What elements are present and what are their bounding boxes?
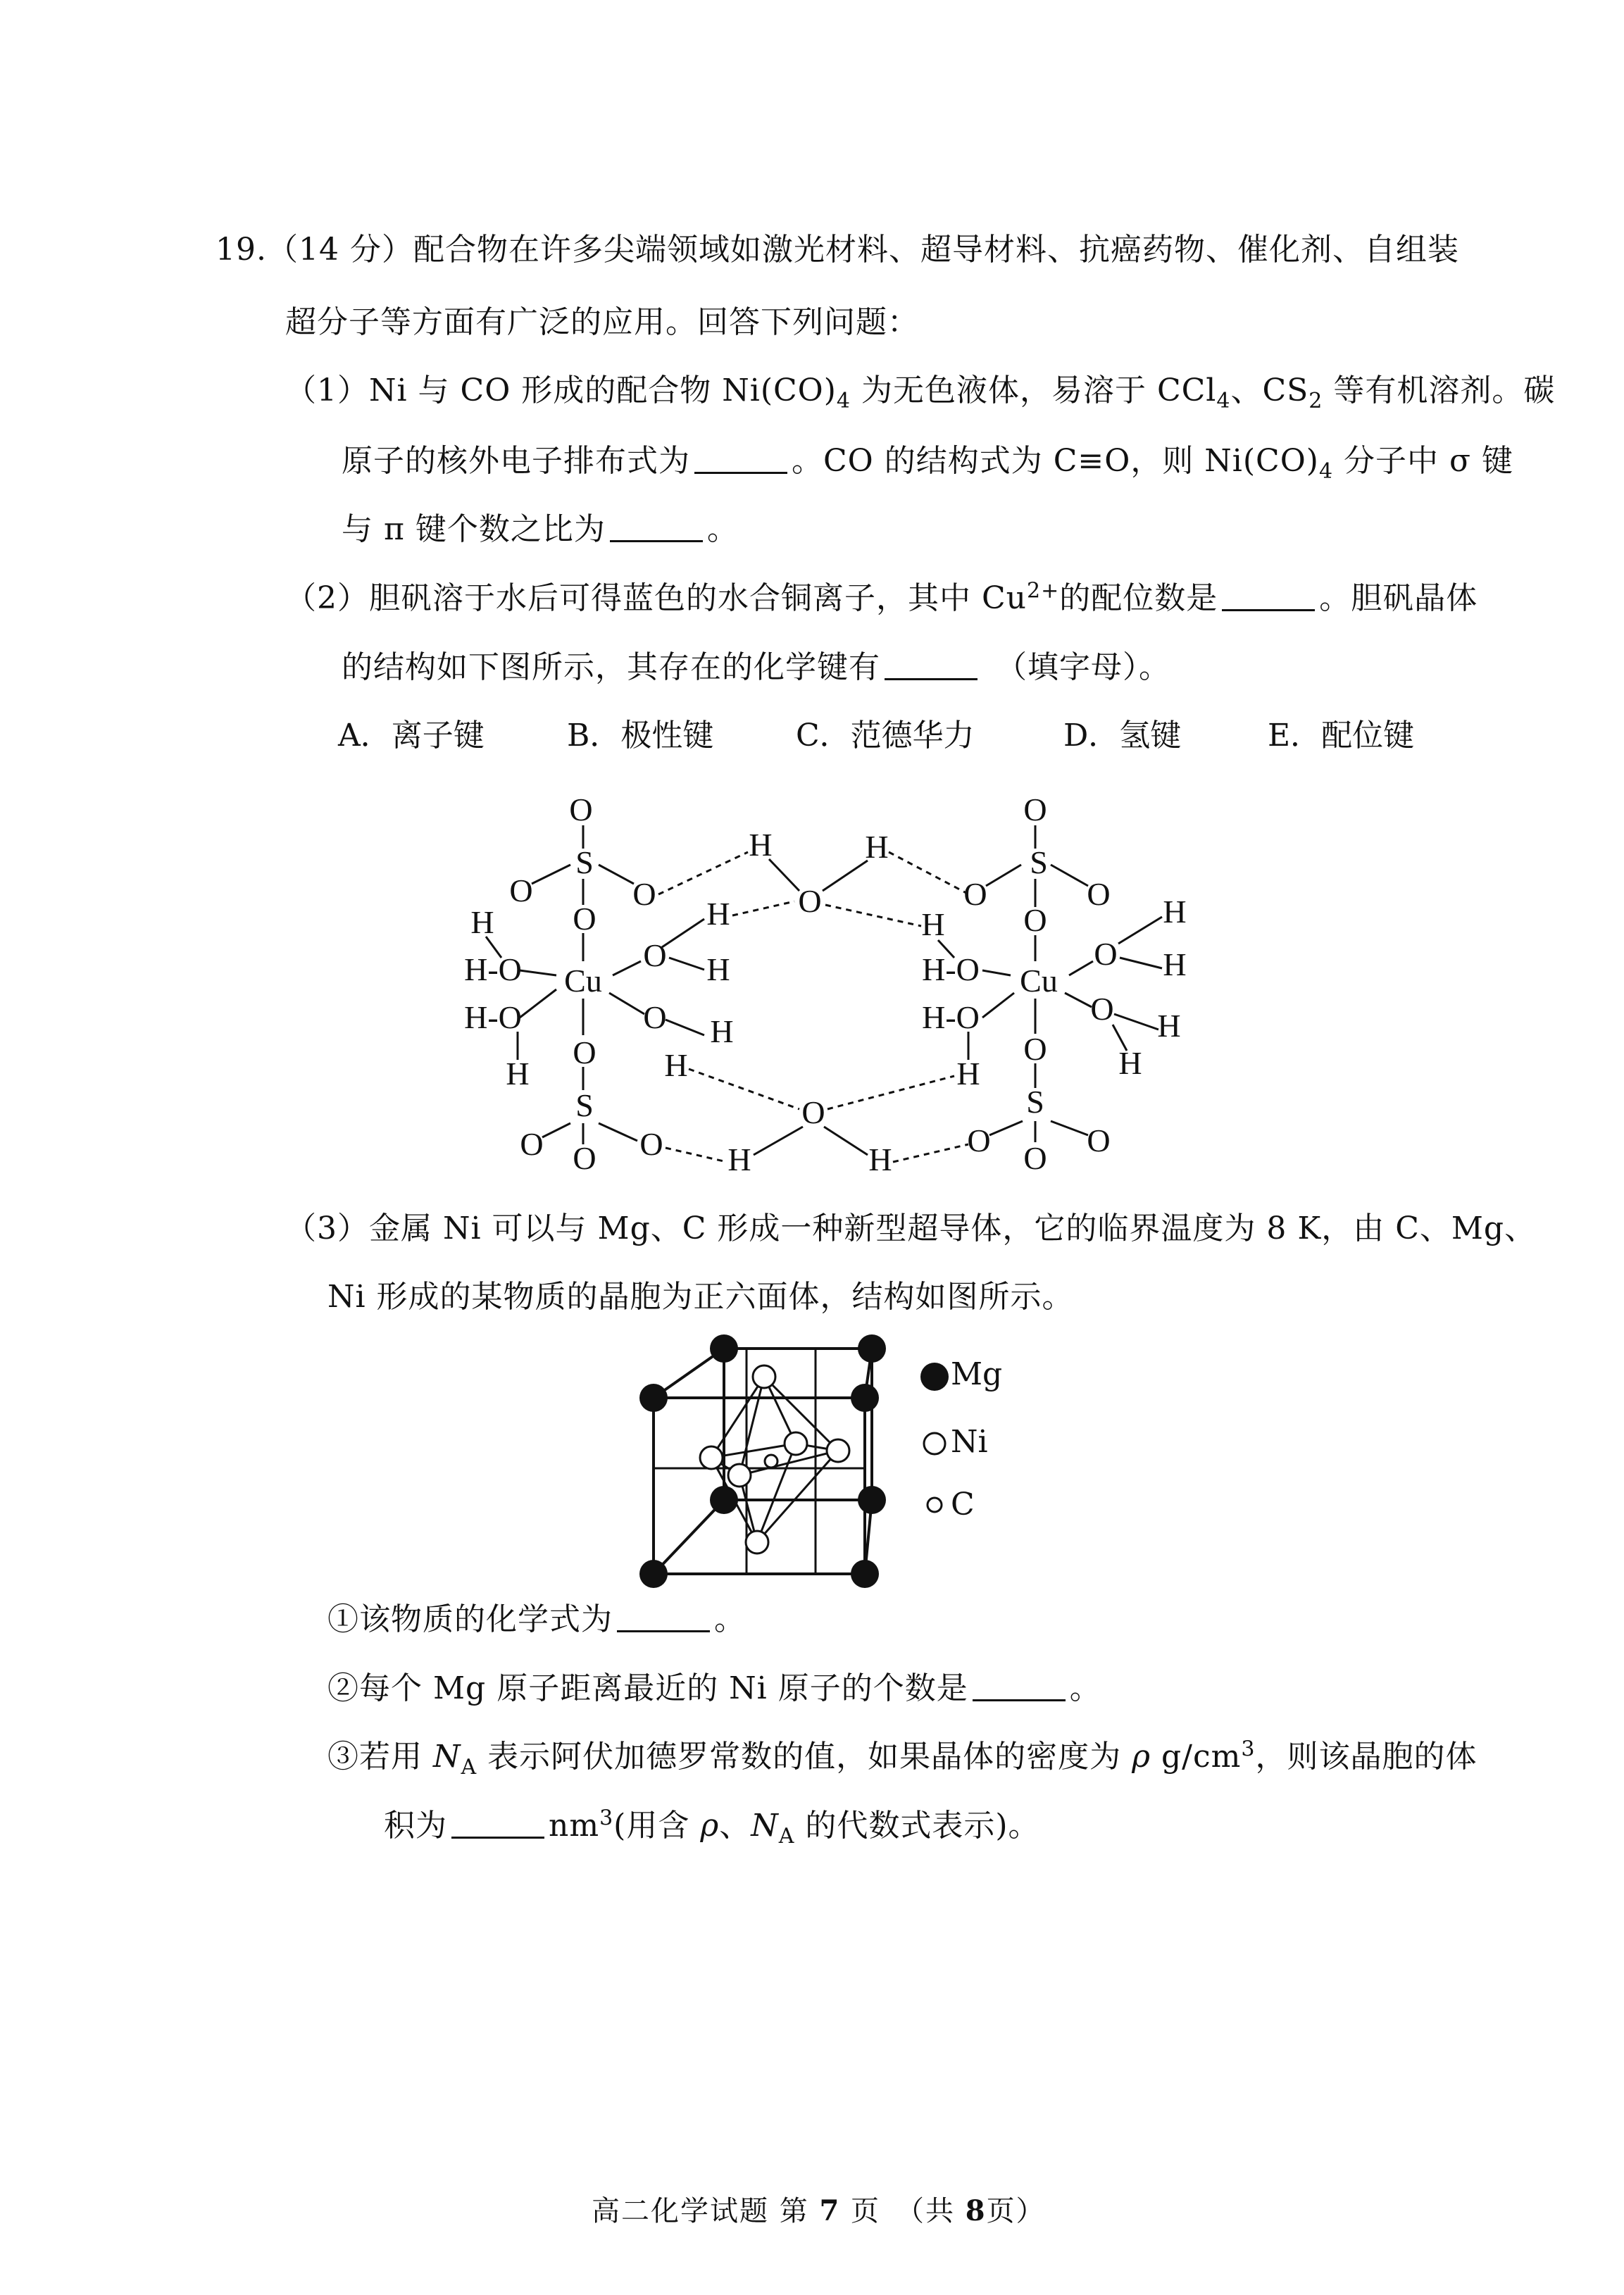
text: 等有机溶剂。碳 xyxy=(1323,373,1556,408)
atom-label: O xyxy=(632,876,656,912)
atom-label: O xyxy=(798,883,822,919)
atom-label: H xyxy=(1118,1045,1142,1081)
atom-label: O xyxy=(573,1140,596,1176)
text: 表示阿伏加德罗常数的值，如果晶体的密度为 xyxy=(477,1739,1132,1775)
atom-label: O xyxy=(1090,991,1114,1027)
atom-label: O xyxy=(967,1123,991,1158)
option-a: A．离子键 xyxy=(338,718,485,753)
text: N xyxy=(433,1739,461,1775)
legend-c: C xyxy=(951,1487,975,1522)
text: ρ xyxy=(1132,1739,1151,1775)
text: （填字母）。 xyxy=(996,649,1170,685)
atom-label: O xyxy=(573,901,596,937)
text: ③若用 xyxy=(327,1739,433,1775)
subq3-cont xyxy=(384,1805,1040,1847)
text: 的代数式表示)。 xyxy=(794,1808,1040,1844)
text: 。CO 的结构式为 C≡O，则 Ni(CO) xyxy=(792,443,1319,479)
subscript: A xyxy=(461,1754,477,1780)
atom-label: Cu xyxy=(564,963,602,999)
atom-label: H xyxy=(956,1056,980,1092)
atom-label: O xyxy=(1087,876,1111,912)
atom-label: O xyxy=(963,876,987,912)
atom-label: O xyxy=(643,937,667,973)
atom-label: H xyxy=(470,904,494,940)
atom-label: S xyxy=(1026,1084,1044,1120)
text: g/cm xyxy=(1151,1739,1242,1775)
option-e: E．配位键 xyxy=(1268,718,1415,753)
answer-blank[interactable] xyxy=(451,1808,544,1839)
option-c: C．范德华力 xyxy=(796,718,975,753)
atom-label: H xyxy=(865,829,889,865)
atom-label: S xyxy=(575,1087,594,1123)
subscript: 4 xyxy=(1318,458,1334,484)
atom-label: O xyxy=(520,1126,544,1162)
text: （2）胆矾溶于水后可得蓝色的水合铜离子，其中 Cu xyxy=(285,580,1027,616)
subq2 xyxy=(327,1668,1101,1710)
text: 的结构如下图所示，其存在的化学键有 xyxy=(342,649,880,685)
atom-label: H-O xyxy=(922,999,980,1035)
atom-label: H xyxy=(1157,1008,1181,1044)
legend-mg: Mg xyxy=(951,1356,1003,1392)
atom-label: O xyxy=(1094,936,1118,972)
text: 。 xyxy=(714,1601,746,1637)
part3-line1: （3）金属 Ni 可以与 Mg、C 形成一种新型超导体，它的临界温度为 8 K，由 C、Mg、 xyxy=(285,1211,1537,1246)
subscript: 2 xyxy=(1308,388,1323,413)
atom-label: O xyxy=(1023,1140,1047,1176)
legend-ni: Ni xyxy=(951,1424,988,1460)
atom-label: S xyxy=(1030,844,1048,880)
superscript: 2+ xyxy=(1026,578,1060,604)
atom-label: H xyxy=(921,906,945,942)
text: ①该物质的化学式为 xyxy=(327,1601,613,1637)
atom-label: O xyxy=(509,873,533,908)
part3-line2: Ni 形成的某物质的晶胞为正六面体，结构如图所示。 xyxy=(327,1279,1074,1315)
footer-text: 高二化学试题 第 xyxy=(592,2195,820,2227)
atom-label: O xyxy=(569,792,593,827)
atom-label: O xyxy=(1023,792,1047,827)
text: ρ xyxy=(700,1808,720,1844)
option-d: D．氢键 xyxy=(1063,718,1182,753)
atom-label: H xyxy=(710,1013,734,1049)
atom-label: S xyxy=(575,844,594,880)
text: ②每个 Mg 原子距离最近的 Ni 原子的个数是 xyxy=(327,1670,968,1706)
answer-blank[interactable] xyxy=(973,1671,1066,1701)
atom-label: H xyxy=(1163,946,1187,982)
atom-label: H xyxy=(664,1047,688,1083)
text: ，则该晶胞的体 xyxy=(1255,1739,1478,1775)
text: 、CS xyxy=(1230,373,1309,408)
subscript: 4 xyxy=(836,388,851,413)
option-b: B．极性键 xyxy=(567,718,714,753)
text: （1）Ni 与 CO 形成的配合物 Ni(CO) xyxy=(285,373,837,408)
atom-label: H xyxy=(506,1056,530,1092)
atom-label: H xyxy=(868,1142,892,1177)
subq3 xyxy=(327,1736,1477,1778)
atom-label: H-O xyxy=(464,951,522,987)
text: 积为 xyxy=(384,1808,447,1844)
text: 与 π 键个数之比为 xyxy=(342,511,606,547)
text: 。胆矾晶体 xyxy=(1319,580,1478,616)
atom-label: H-O xyxy=(922,951,980,987)
subscript: 4 xyxy=(1216,388,1231,413)
subq1 xyxy=(327,1599,746,1641)
atom-label: H xyxy=(749,827,773,863)
atom-label: H xyxy=(1163,894,1187,930)
atom-label: Cu xyxy=(1020,963,1058,999)
text: N xyxy=(751,1808,779,1844)
superscript: 3 xyxy=(1241,1737,1256,1762)
footer-text: 页 （共 xyxy=(840,2195,966,2227)
question-header: 19.（14 分）配合物在许多尖端领域如激光材料、超导材料、抗癌药物、催化剂、自组装 xyxy=(216,232,1459,268)
text: 、 xyxy=(719,1808,751,1844)
page-number: 7 xyxy=(819,2194,841,2227)
superscript: 3 xyxy=(599,1806,614,1831)
text: 分子中 σ 键 xyxy=(1333,443,1514,479)
atom-label: H-O xyxy=(464,999,522,1035)
atom-label: O xyxy=(1087,1123,1111,1158)
atom-label: O xyxy=(1023,1031,1047,1067)
text: 为无色液体，易溶于 CCl xyxy=(851,373,1217,408)
total-pages: 8 xyxy=(965,2194,987,2227)
atom-label: H xyxy=(706,951,730,987)
text: 原子的核外电子排布式为 xyxy=(342,443,690,479)
page-footer xyxy=(592,2191,1046,2231)
subscript: A xyxy=(778,1823,795,1849)
atom-label: H xyxy=(706,896,730,932)
atom-label: O xyxy=(801,1094,825,1130)
atom-label: H xyxy=(727,1142,751,1177)
text: nm xyxy=(549,1808,600,1844)
question-header-cont: 超分子等方面有广泛的应用。回答下列问题： xyxy=(285,304,919,340)
footer-text: 页） xyxy=(986,2195,1046,2227)
atom-label: O xyxy=(573,1034,596,1070)
atom-label: O xyxy=(639,1126,663,1162)
text: 的配位数是 xyxy=(1059,580,1218,616)
text: 。 xyxy=(1069,1670,1101,1706)
atom-label: O xyxy=(643,999,667,1035)
text: (用含 xyxy=(613,1808,701,1844)
text: 。 xyxy=(706,511,739,547)
atom-label: O xyxy=(1023,902,1047,938)
answer-blank[interactable] xyxy=(617,1602,710,1632)
